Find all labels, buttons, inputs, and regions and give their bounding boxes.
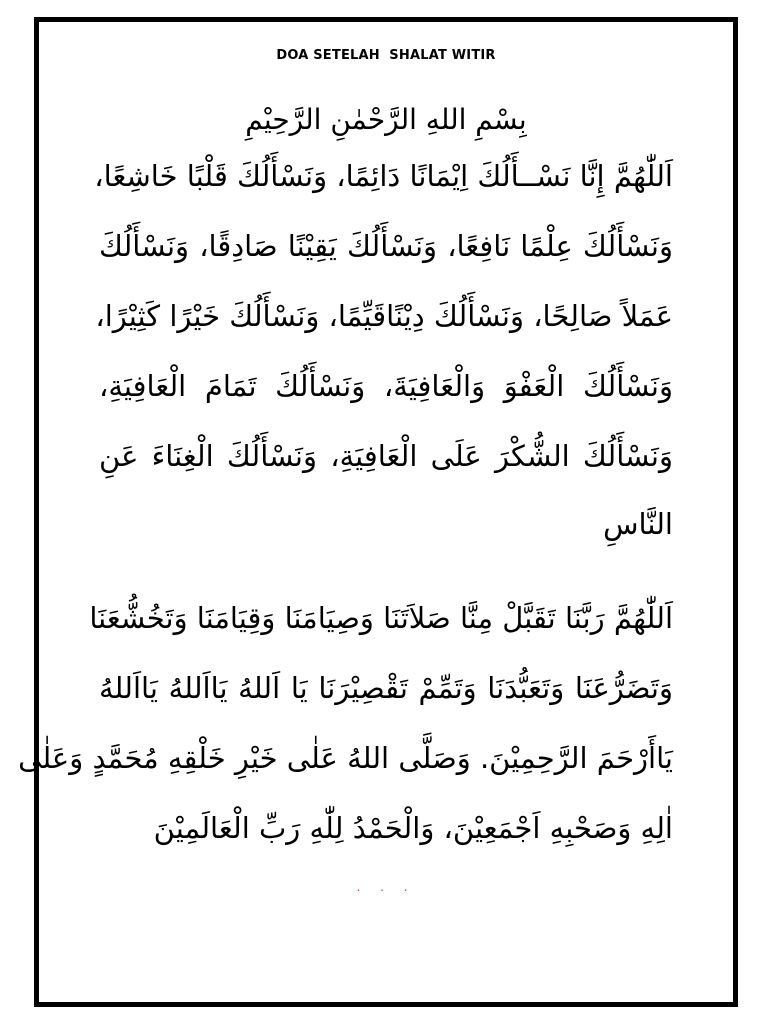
prayer-line-8: وَتَضَرُّعَنَا وَتَعَبُّدَنَا وَتَمِّمْ تَقْصِيْرَنَا يَا اَللهُ يَااَللهُ يَااَللهُ [99,671,673,705]
prayer-line-3: عَمَلاً صَالِحًا، وَنَسْأَلُكَ دِيْنًاقَيِّمًا، وَنَسْأَلُكَ خَيْرًا كَثِيْرًا، [95,299,673,333]
prayer-line-7: اَللّٰهُمَّ رَبَّنَا تَقَبَّلْ مِنَّا صَلاَتَنَا وَصِيَامَنَا وَقِيَامَنَا وَتَخُشُّعَنَا [89,601,673,635]
prayer-line-1: اَللّٰهُمَّ إِنَّا نَسْــأَلُكَ اِيْمَانًا دَائِمًا، وَنَسْأَلُكَ قَلْبًا خَاشِعًا، [94,159,673,193]
prayer-line-9: يَاأَرْحَمَ الرَّحِمِيْنَ. وَصَلَّى اللهُ عَلٰى خَيْرِ خَلْقِهِ مُحَمَّدٍ وَعَلٰى [18,741,673,775]
footer-marks: . . . [356,880,416,894]
prayer-line-5: وَنَسْأَلُكَ الشُّكْرَ عَلَى الْعَافِيَةِ، وَنَسْأَلُكَ الْغِنَاءَ عَنِ [99,439,673,473]
prayer-line-10: اٰلِهِ وَصَحْبِهِ اَجْمَعِيْنَ، وَالْحَمْدُ لِلّٰهِ رَبِّ الْعَالَمِيْنَ [153,811,673,845]
basmalah: بِسْمِ اللهِ الرَّحْمٰنِ الرَّحِيْمِ [245,103,527,136]
prayer-line-4: وَنَسْأَلُكَ الْعَفْوَ وَالْعَافِيَةَ، وَنَسْأَلُكَ تَمَامَ الْعَافِيَةِ، [99,369,673,403]
document-title: DOA SETELAH SHALAT WITIR [276,48,496,63]
prayer-line-2: وَنَسْأَلُكَ عِلْمًا نَافِعًا، وَنَسْأَلُكَ يَقِيْنًا صَادِقًا، وَنَسْأَلُكَ [99,229,673,263]
page-frame [18,17,738,1007]
prayer-line-6: النَّاسِ [603,507,673,541]
